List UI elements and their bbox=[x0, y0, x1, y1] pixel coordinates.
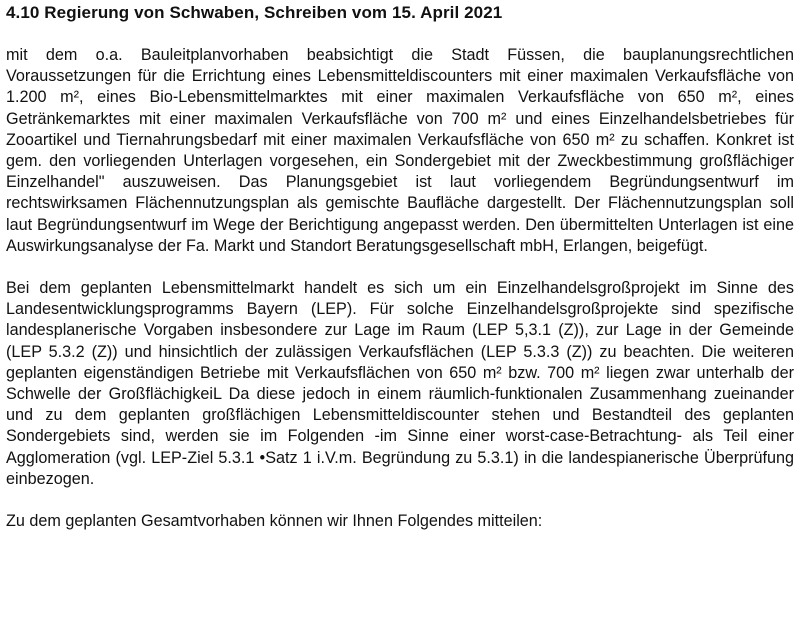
paragraph-conclusion-lead: Zu dem geplanten Gesamtvorhaben können wir Ihnen Folgendes mitteilen: bbox=[6, 512, 543, 531]
document-page bbox=[6, 2, 794, 532]
paragraph-lep-assessment: Bei dem geplanten Lebensmittelmarkt handelt es sich um ein Einzelhandelsgroßprojekt im Sinne des Landesentwicklungsprogramms Bayern (LEP). Für solche Einzelhandelsgroßprojekte sind spezifische landesplanerische Vorgaben insbesondere zur Lage im Raum (LEP 5,3.1 (Z)), zur Lage in der Gemeinde (LEP 5.3.2 (Z)) und hinsichtlich der zulässigen Verkaufsflächen (LEP 5.3.3 (Z)) zu beachten. Die weiteren geplanten eigenständigen Betriebe mit Verkaufsflächen von 650 m² bzw. 700 m² liegen zwar unterhalb der Schwelle der GroßflächigkeiL Da diese jedoch in einem räumlich-funktionalen Zusammenhang zueinander und zu dem geplanten großflächigen Lebensmitteldiscounter stehen und Bestandteil des geplanten Sondergebiets sind, werden sie im Folgenden -im Sinne einer worst-case-Betrachtung- als Teil einer Agglomeration (vgl. LEP-Ziel 5.3.1 •Satz 1 i.V.m. Begründung zu 5.3.1) in die landespianerische Überprüfung einbezogen. bbox=[6, 279, 794, 488]
paragraph-intro: mit dem o.a. Bauleitplanvorhaben beabsichtigt die Stadt Füssen, die bauplanungsrechtlichen Voraussetzungen für die Errichtung eines Lebensmitteldiscounters mit einer maximalen Verkaufsfläche von 1.200 m², eines Bio-Lebensmittelmarktes mit einer maximalen Verkaufsfläche von 650 m², eines Getränkemarktes mit einer maximalen Verkaufsfläche von 700 m² und eines Einzelhandelsbetriebes für Zooartikel und Tiernahrungsbedarf mit einer maximalen Verkaufsfläche von 650 m² zu schaffen. Konkret ist gem. den vorliegenden Unterlagen vorgesehen, ein Sondergebiet mit der Zweckbestimmung großflächiger Einzelhandel" auszuweisen. Das Planungsgebiet ist laut vorliegendem Begründungsentwurf im rechtswirksamen Flächennutzungsplan als gemischte Baufläche dargestellt. Der Flächennutzungsplan soll laut Begründungsentwurf im Wege der Berichtigung angepasst werden. Den übermittelten Unterlagen ist eine Auswirkungsanalyse der Fa. Markt und Standort Beratungsgesellschaft mbH, Erlangen, beigefügt. bbox=[6, 46, 794, 255]
section-heading: 4.10 Regierung von Schwaben, Schreiben vom 15. April 2021 bbox=[6, 3, 503, 22]
